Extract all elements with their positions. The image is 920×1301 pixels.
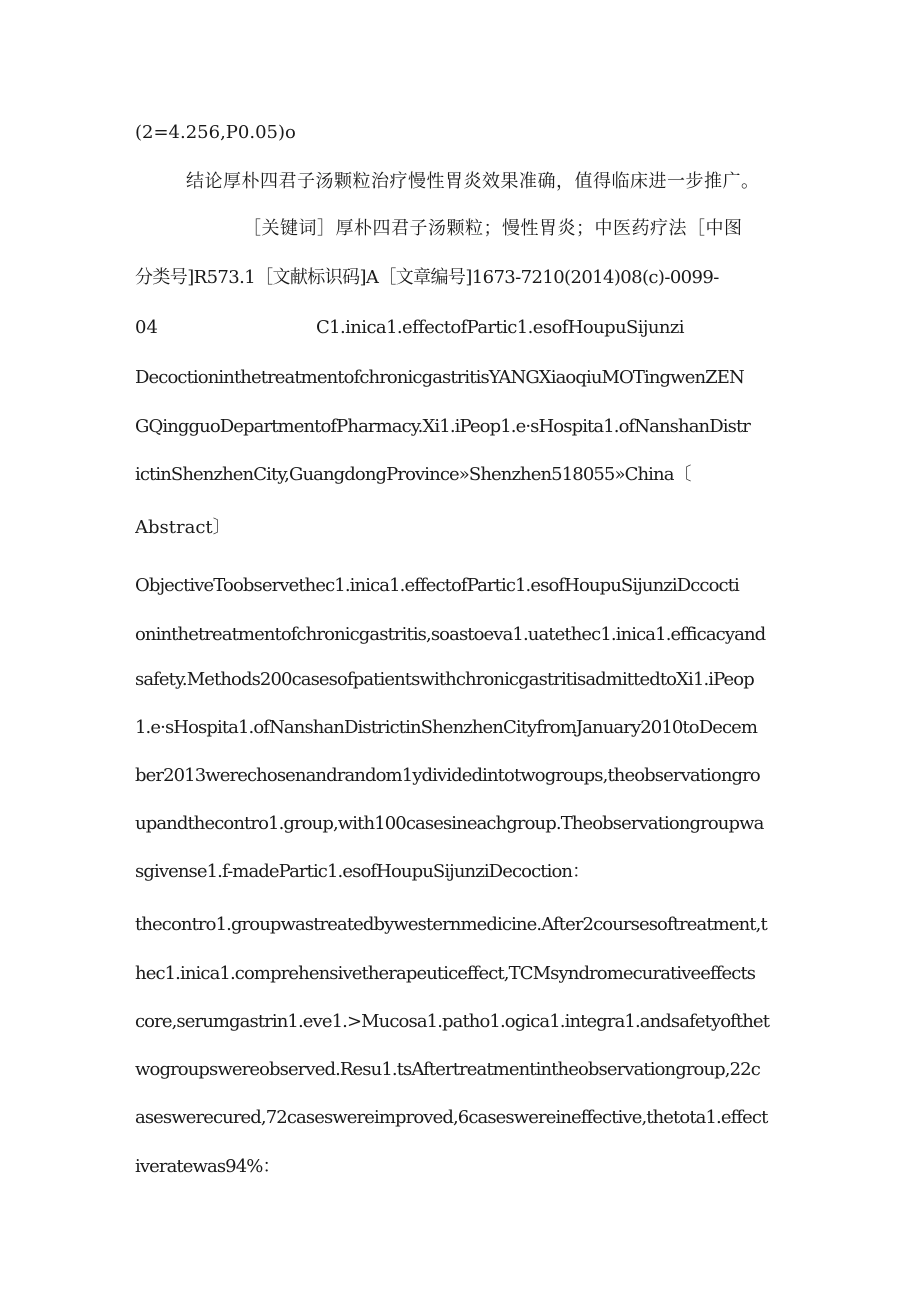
page-range-line: 04 bbox=[135, 317, 158, 338]
conclusion-line: 结论厚朴四君子汤颗粒治疗慢性胃炎效果准确，值得临床进一步推广。 bbox=[186, 171, 760, 192]
abstract-line: 1.e·sHospita1.ofNanshanDistrictinShenzhenCityfromJanuary2010toDecem bbox=[135, 717, 758, 738]
keywords-line: ［关键词］厚朴四君子汤颗粒；慢性胃炎；中医药疗法［中图 bbox=[243, 218, 743, 239]
abstract-line: oninthetreatmentofchronicgastritis,soastoeva1.uatethec1.inica1.efficacyand bbox=[135, 624, 766, 645]
abstract-line: iveratewas94%： bbox=[135, 1156, 280, 1177]
abstract-line: hec1.inica1.comprehensivetherapeuticeffect,TCMsyndromecurativeeffects bbox=[135, 963, 756, 984]
abstract-line: core,serumgastrin1.eve1.>Mucosa1.patho1.ogica1.integra1.andsafetyofthet bbox=[135, 1011, 770, 1032]
abstract-line: thecontro1.groupwastreatedbywesternmedicine.After2coursesoftreatment,t bbox=[135, 914, 767, 935]
abstract-line: wogroupswereobserved.Resu1.tsAftertreatmentintheobservationgroup,22c bbox=[135, 1059, 760, 1080]
abstract-line: ber2013werechosenandrandom1ydividedintotwogroups,theobservationgro bbox=[135, 765, 760, 786]
english-title-authors-line: DecoctioninthetreatmentofchronicgastritisYANGXiaoqiuMOTingwenZEN bbox=[135, 367, 744, 388]
classification-line: 分类号]R573.1［文献标识码]A［文章编号]1673-7210(2014)08(c)-0099- bbox=[135, 267, 719, 288]
abstract-heading: Abstract〕 bbox=[135, 517, 231, 538]
affiliation-line: GQingguoDepartmentofPharmacy.Xi1.iPeop1.e·sHospita1.ofNanshanDistr bbox=[135, 416, 750, 437]
text-line: (2=4.256,P0.05)o bbox=[135, 122, 296, 143]
abstract-line: ObjectiveToobservethec1.inica1.effectofPartic1.esofHoupuSijunziDccocti bbox=[135, 575, 739, 596]
abstract-line: sgivense1.f-madePartic1.esofHoupuSijunziDecoction： bbox=[135, 861, 590, 882]
affiliation-line: ictinShenzhenCity,GuangdongProvince»Shenzhen518055»China〔 bbox=[135, 464, 691, 485]
abstract-line: upandthecontro1.group,with100casesineachgroup.Theobservationgroupwa bbox=[135, 813, 764, 834]
english-title-line: C1.inica1.effectofPartic1.esofHoupuSijunzi bbox=[316, 317, 684, 338]
abstract-line: safety.Methods200casesofpatientswithchronicgastritisadmittedtoXi1.iPeop bbox=[135, 669, 754, 690]
abstract-line: aseswerecured,72caseswereimproved,6caseswereineffective,thetota1.effect bbox=[135, 1107, 768, 1128]
